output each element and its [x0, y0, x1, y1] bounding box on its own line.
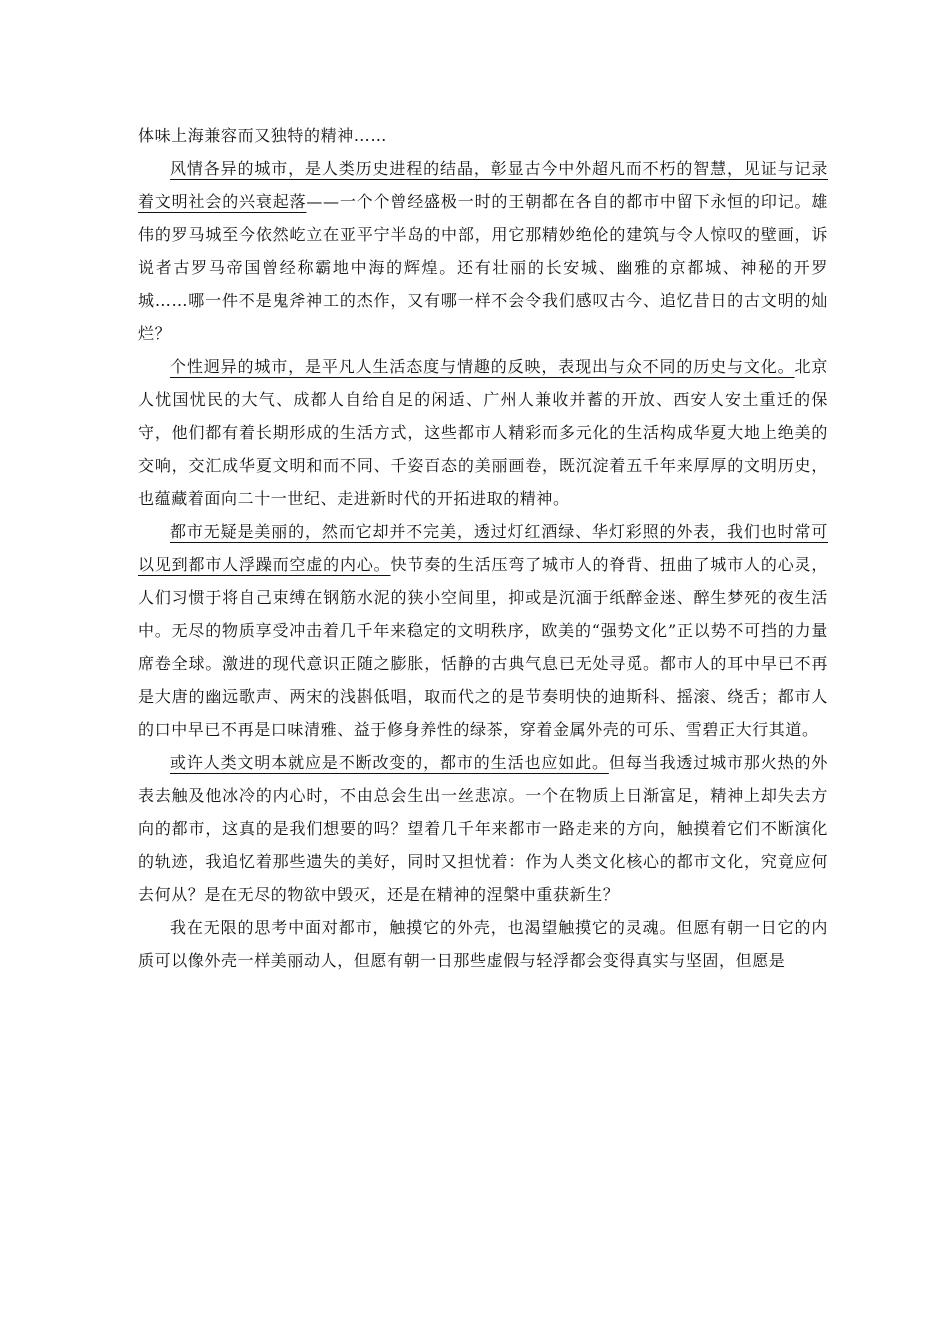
paragraph-4-underlined-text: 都市无疑是美丽的，然而它却并不完美，透过灯红酒绿、华灯彩照的外表，我们也时常可以见到都市人浮躁而空虚的内心。	[138, 522, 828, 574]
paragraph-1	[138, 119, 828, 152]
paragraph-5	[138, 746, 828, 911]
paragraph-2-underlined-text: 风情各异的城市，是人类历史进程的结晶，彰显古今中外超凡而不朽的智慧，见证与记录着文明社会的兴衰起落	[138, 159, 828, 211]
paragraph-4-text: 快节奏的生活压弯了城市人的脊背、扭曲了城市人的心灵，人们习惯于将自己束缚在钢筋水泥的狭小空间里，抑或是沉湎于纸醉金迷、醉生梦死的夜生活中。无尽的物质享受冲击着几千年来稳定的文明秩序，欧美的“强势文化”正以势不可挡的力量席卷全球。激进的现代意识正随之膨胀，恬静的古典气息已无处寻觅。都市人的耳中早已不再是大唐的幽远歌声、两宋的浅斟低唱，取而代之的是节奏明快的迪斯科、摇滚、绕舌；都市人的口中早已不再是口味清雅、益于修身养性的绿茶，穿着金属外壳的可乐、雪碧正大行其道。	[138, 555, 828, 739]
paragraph-3-underlined-text: 个性迥异的城市，是平凡人生活态度与情趣的反映，表现出与众不同的历史与文化。	[170, 357, 795, 376]
paragraph-6	[138, 911, 828, 977]
paragraph-3-text: 北京人忧国忧民的大气、成都人自给自足的闲适、广州人兼收并蓄的开放、西安人安土重迁的保守，他们都有着长期形成的生活方式，这些都市人精彩而多元化的生活构成华夏大地上绝美的交响，交汇成华夏文明和而不同、千姿百态的美丽画卷，既沉淀着五千年来厚厚的文明历史，也蕴藏着面向二十一世纪、走进新时代的开拓进取的精神。	[138, 357, 828, 508]
paragraph-2	[138, 152, 828, 350]
paragraph-4	[138, 515, 828, 746]
paragraph-2-text: ——一个个曾经盛极一时的王朝都在各自的都市中留下永恒的印记。雄伟的罗马城至今依然屹立在亚平宁半岛的中部，用它那精妙绝伦的建筑与令人惊叹的壁画，诉说者古罗马帝国曾经称霸地中海的辉煌。还有壮丽的长安城、幽雅的京都城、神秘的开罗城……哪一件不是鬼斧神工的杰作，又有哪一样不会令我们感叹古今、追忆昔日的古文明的灿烂？	[138, 192, 828, 343]
paragraph-5-underlined-text: 或许人类文明本就应是不断改变的，都市的生活也应如此。	[170, 753, 609, 772]
article-body	[138, 119, 828, 977]
paragraph-1-text: 体味上海兼容而又独特的精神……	[138, 126, 388, 145]
paragraph-6-text: 我在无限的思考中面对都市，触摸它的外壳，也渴望触摸它的灵魂。但愿有朝一日它的内质可以像外壳一样美丽动人，但愿有朝一日那些虚假与轻浮都会变得真实与坚固，但愿是	[138, 918, 828, 970]
paragraph-3	[138, 350, 828, 515]
paragraph-5-text: 但每当我透过城市那火热的外表去触及他冰冷的内心时，不由总会生出一丝悲凉。一个在物质上日渐富足，精神上却失去方向的都市，这真的是我们想要的吗？望着几千年来都市一路走来的方向，触摸着它们不断演化的轨迹，我追忆着那些遗失的美好，同时又担忧着：作为人类文化核心的都市文化，究竟应何去何从？是在无尽的物欲中毁灭，还是在精神的涅槃中重获新生？	[138, 753, 828, 904]
